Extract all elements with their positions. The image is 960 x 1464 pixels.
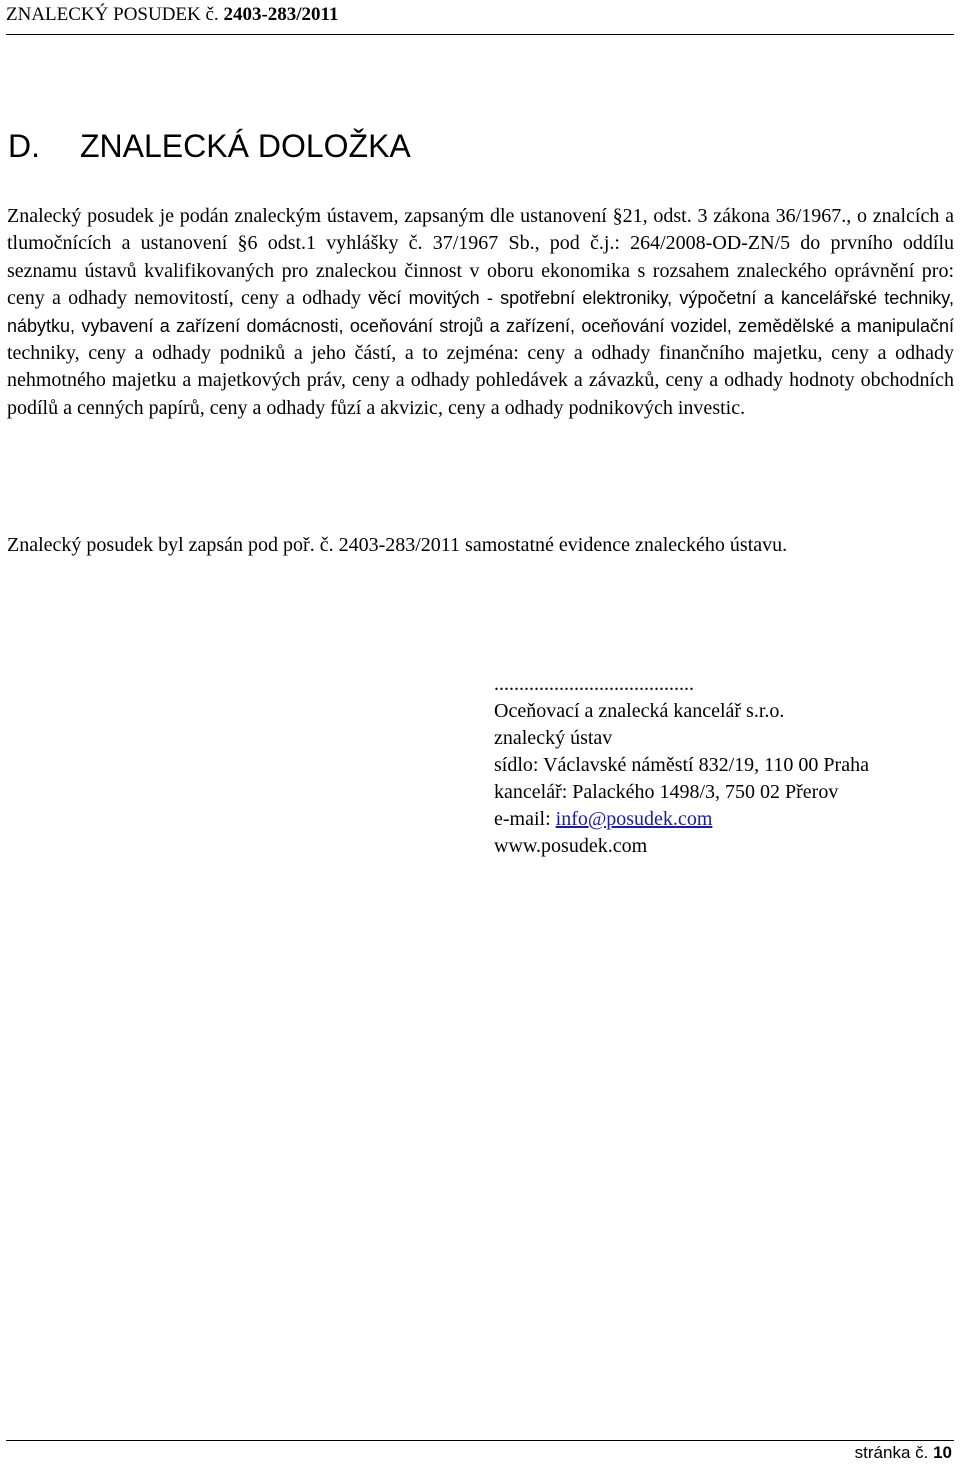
email-link[interactable]: info@posudek.com bbox=[555, 808, 713, 830]
expert-clause-paragraph bbox=[7, 203, 954, 422]
signature-dots: ........................................ bbox=[494, 673, 694, 695]
email-label: e-mail: bbox=[494, 808, 556, 830]
section-title: ZNALECKÁ DOLOŽKA bbox=[80, 128, 411, 164]
clause-text-intro: Znalecký posudek je podán znaleckým ústavem, zapsaným dle ustanovení §21, odst. 3 zákona 36/1967., o znalcích a tlumočnících a ustanovení §6 odst.1 vyhlášky č. 37/1967 Sb., pod č.j.: 264/2008-OD-ZN/5 do prvního oddílu seznamu ústavů kvalifikovaných pro znaleckou činnost v oboru ekonomika s rozsahem znaleckého oprávnění pro: ceny a odhady nemovitostí, ceny a odhady bbox=[7, 205, 954, 310]
page-footer bbox=[6, 1440, 954, 1464]
section-heading bbox=[8, 126, 411, 166]
registration-paragraph: Znalecký posudek byl zapsán pod poř. č. 2403-283/2011 samostatné evidence znaleckého ústavu. bbox=[7, 534, 788, 556]
clause-text-outro: techniky, ceny a odhady podniků a jeho částí, a to zejména: ceny a odhady finančního majetku, ceny a odhady nehmotného majetku a majetkových práv, ceny a odhady pohledávek a závazků, ceny a odhady hodnoty obchodních podílů a cenných papírů, ceny a odhady fůzí a akvizic, ceny a odhady podnikových investic. bbox=[7, 342, 954, 419]
header-prefix: ZNALECKÝ POSUDEK č. bbox=[6, 4, 224, 25]
institution-type: znalecký ústav bbox=[494, 727, 613, 749]
company-seat: sídlo: Václavské náměstí 832/19, 110 00 Praha bbox=[494, 754, 869, 776]
page-header bbox=[6, 2, 954, 35]
page-label: stránka č. bbox=[854, 1443, 934, 1462]
company-name: Oceňovací a znalecká kancelář s.r.o. bbox=[494, 700, 785, 722]
page-number bbox=[855, 1443, 952, 1463]
clause-text-middle: věcí movitých - spotřební elektroniky, výpočetní a kancelářské techniky, nábytku, vybavení a zařízení domácnosti, oceňování strojů a zařízení, oceňování vozidel, zemědělské a manipulační bbox=[7, 288, 954, 336]
signature-block bbox=[494, 671, 869, 860]
company-office: kancelář: Palackého 1498/3, 750 02 Přerov bbox=[494, 781, 839, 803]
website: www.posudek.com bbox=[494, 835, 648, 857]
page-number-value: 10 bbox=[933, 1443, 952, 1462]
section-letter: D. bbox=[8, 128, 40, 164]
email-line bbox=[494, 806, 869, 833]
header-report-number: 2403-283/2011 bbox=[223, 4, 339, 25]
